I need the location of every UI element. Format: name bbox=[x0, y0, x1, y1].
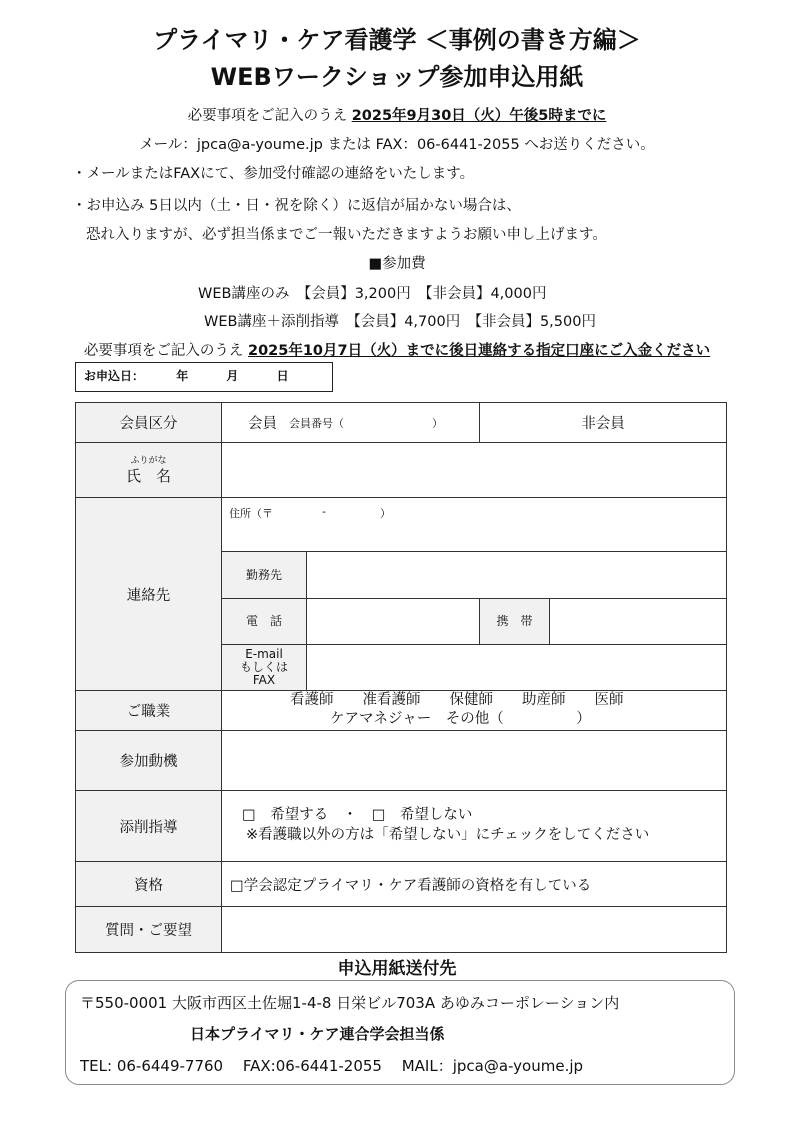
name-furigana: ふりがな bbox=[130, 455, 167, 466]
email-fax-field[interactable] bbox=[306, 644, 727, 691]
email-fax-label-cell bbox=[221, 644, 307, 691]
address-dash: - bbox=[322, 505, 326, 518]
send-to-box bbox=[65, 980, 735, 1085]
correction-label: 添削指導 bbox=[75, 790, 222, 862]
nonmember-option: 非会員 bbox=[581, 416, 625, 432]
mobile-label: 携 帯 bbox=[479, 598, 550, 645]
workplace-field[interactable] bbox=[306, 551, 727, 599]
questions-label: 質問・ご要望 bbox=[75, 906, 222, 953]
name-field[interactable] bbox=[221, 442, 727, 498]
page-title-line-2: WEBワークショップ参加申込用紙 bbox=[210, 63, 584, 91]
application-form bbox=[75, 402, 727, 953]
occupation-field[interactable] bbox=[221, 690, 727, 731]
fee-row-web-correction: WEB講座＋添削指導 【会員】4,700円 【非会員】5,500円 bbox=[204, 314, 596, 330]
send-to-contact: TEL: 06-6449-7760 FAX:06-6441-2055 MAIL：jpca@a-youme.jp bbox=[80, 1057, 584, 1075]
payment-deadline: 2025年10月7日（火）までに後日連絡する指定口座にご入金ください bbox=[247, 343, 711, 359]
date-day-label: 日 bbox=[276, 369, 289, 383]
correction-note: ※看護職以外の方は「希望しない」にチェックをしてください bbox=[246, 827, 650, 843]
name-label: 氏 名 bbox=[125, 466, 171, 485]
note-3: 恐れ入りますが、必ず担当係までご一報いただきますようお願い申し上げます。 bbox=[86, 227, 607, 243]
member-number-close: ） bbox=[432, 416, 443, 430]
motivation-field[interactable] bbox=[221, 730, 727, 791]
application-date-label: お申込日： bbox=[84, 369, 145, 383]
fee-heading: ■参加費 bbox=[368, 256, 426, 272]
member-option-cell[interactable] bbox=[221, 402, 480, 443]
member-type-label: 会員区分 bbox=[75, 402, 222, 443]
qualification-checkbox-text[interactable]: □学会認定プライマリ・ケア看護師の資格を有している bbox=[230, 877, 592, 894]
contact-line: メール：jpca@a-youme.jp または FAX：06-6441-2055 へお送りください。 bbox=[139, 137, 655, 153]
qualification-label: 資格 bbox=[75, 861, 222, 907]
member-number-label: 会員番号（ bbox=[289, 416, 344, 430]
date-month-label: 月 bbox=[226, 369, 239, 383]
occupation-options-line-1: 看護師 准看護師 保健師 助産師 医師 bbox=[290, 692, 624, 708]
address-field[interactable] bbox=[221, 497, 727, 552]
note-1: ・メールまたはFAXにて、参加受付確認の連絡をいたします。 bbox=[72, 166, 475, 182]
deadline-line bbox=[0, 106, 794, 126]
address-close: ） bbox=[380, 507, 391, 520]
occupation-label: ご職業 bbox=[75, 690, 222, 731]
contact-label: 連絡先 bbox=[75, 497, 222, 691]
name-label-cell bbox=[75, 442, 222, 498]
application-date-box[interactable] bbox=[75, 362, 333, 392]
address-label: 住所（〒 bbox=[229, 507, 273, 520]
phone-label: 電 話 bbox=[221, 598, 307, 645]
phone-field[interactable] bbox=[306, 598, 480, 645]
qualification-field[interactable] bbox=[221, 861, 727, 907]
email-fax-label-3: FAX bbox=[252, 673, 276, 687]
send-to-heading: 申込用紙送付先 bbox=[337, 959, 457, 979]
send-to-address: 〒550-0001 大阪市西区土佐堀1-4-8 日栄ビル703A あゆみコーポレーション内 bbox=[80, 994, 620, 1012]
correction-field[interactable] bbox=[221, 790, 727, 862]
deadline-prefix: 必要事項をご記入のうえ bbox=[187, 108, 348, 124]
member-option: 会員 bbox=[248, 416, 277, 432]
deadline-date: 2025年9月30日（火）午後5時までに bbox=[351, 108, 607, 124]
send-to-organization: 日本プライマリ・ケア連合学会担当係 bbox=[190, 1025, 445, 1043]
date-year-label: 年 bbox=[176, 369, 189, 383]
nonmember-option-cell[interactable] bbox=[479, 402, 727, 443]
email-fax-label-1: E-mail bbox=[245, 647, 283, 661]
email-fax-label-2: もしくは bbox=[239, 660, 288, 674]
mobile-field[interactable] bbox=[549, 598, 727, 645]
note-2: ・お申込み 5日以内（土・日・祝を除く）に返信が届かない場合は、 bbox=[72, 198, 521, 214]
occupation-options-line-2: ケアマネジャー その他（ ） bbox=[330, 711, 591, 727]
correction-options[interactable]: □ 希望する ・ □ 希望しない bbox=[242, 807, 473, 823]
questions-field[interactable] bbox=[221, 906, 727, 953]
page-title-line-1: プライマリ・ケア看護学 ＜事例の書き方編＞ bbox=[153, 26, 641, 54]
payment-line bbox=[0, 341, 794, 361]
fee-row-web-only: WEB講座のみ 【会員】3,200円 【非会員】4,000円 bbox=[198, 286, 547, 302]
motivation-label: 参加動機 bbox=[75, 730, 222, 791]
workplace-label: 勤務先 bbox=[221, 551, 307, 599]
payment-prefix: 必要事項をご記入のうえ bbox=[83, 343, 244, 359]
